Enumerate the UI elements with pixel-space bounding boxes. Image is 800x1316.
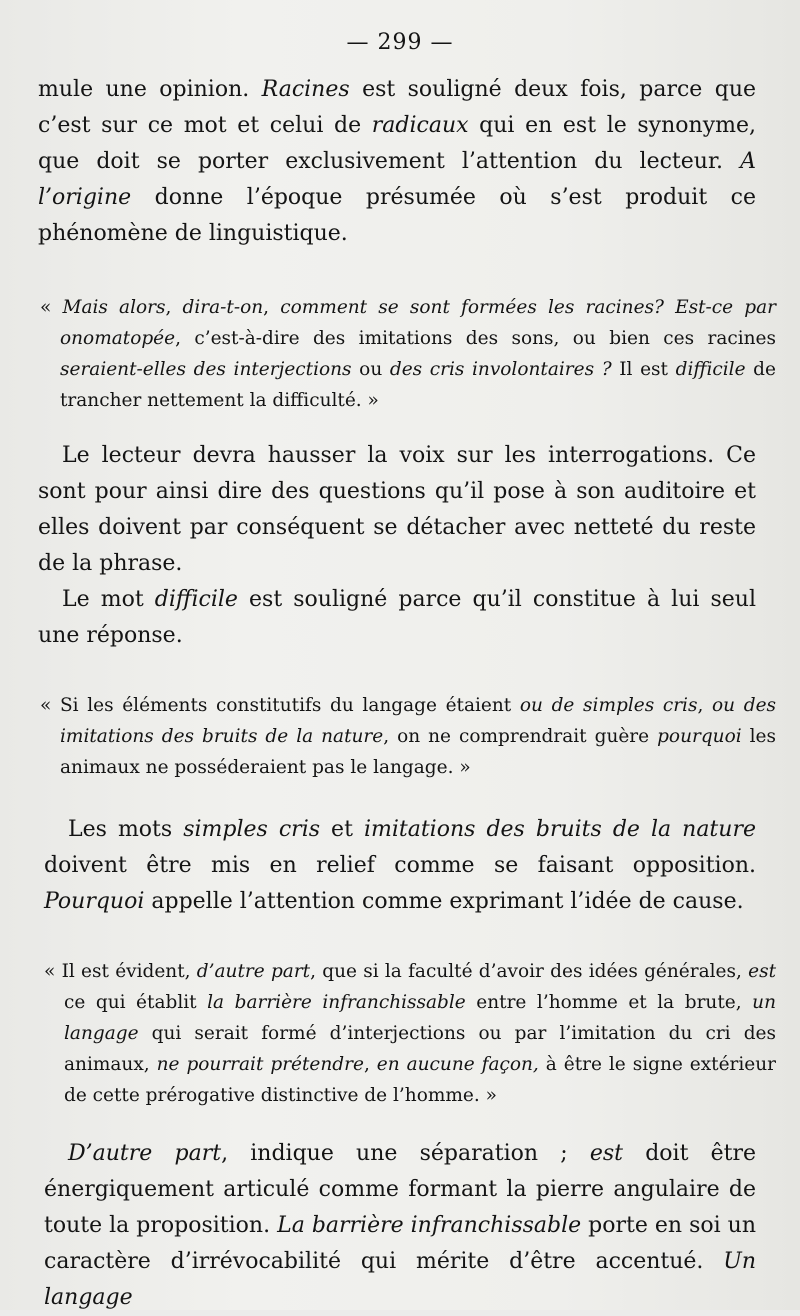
emphasis-cris-involontaires: des cris involontaires ? <box>389 359 612 380</box>
text-run: entre l’homme et la brute, <box>465 992 753 1013</box>
text-run: doit être énergiquement articulé comme formant la pierre angulaire de toute la proposition. <box>44 1141 757 1238</box>
text-run: qui en est le synonyme, que doit se porter exclusivement l’attention du lecteur. <box>38 113 756 174</box>
text-run: appelle l’attention comme exprimant l’idée de cause. <box>144 889 744 914</box>
emphasis-barriere: La barrière infranchissable <box>277 1213 582 1238</box>
text-run: porte en soi un caractère d’irrévocabilité qui mérite d’être accentué. <box>44 1213 756 1274</box>
text-run: les animaux ne posséderaient pas le langage. » <box>60 726 776 778</box>
text-run: , indique une séparation ; <box>221 1141 590 1166</box>
paragraph-difficile <box>38 582 756 654</box>
text-run: ou <box>351 359 390 380</box>
emphasis-radicaux: radicaux <box>371 113 469 138</box>
text-run: donne l’époque présumée où s’est produit ce phénomène de linguistique. <box>38 185 756 246</box>
emphasis-barriere: la barrière infranchissable <box>207 992 466 1013</box>
text-run: , que si la faculté d’avoir des idées générales, <box>310 961 749 982</box>
text-run: doivent être mis en relief comme se faisant opposition. <box>44 853 756 878</box>
text-run: « Il est évident, <box>44 961 197 982</box>
emphasis-d-autre-part: d’autre part <box>196 961 311 982</box>
text-run: , <box>363 1054 377 1075</box>
emphasis-ne-pourrait-pretendre: ne pourrait prétendre <box>156 1054 364 1075</box>
text-run: , <box>697 695 713 716</box>
quote-langage <box>40 690 776 783</box>
text-run: Les mots <box>68 817 184 842</box>
emphasis-pourquoi: Pourquoi <box>44 889 145 914</box>
emphasis-d-autre-part: D’autre part <box>68 1141 222 1166</box>
emphasis-est: est <box>748 961 777 982</box>
text-run: qui serait formé d’interjections ou par l’imitation du cri des animaux, <box>64 1023 776 1075</box>
quote-barriere <box>44 956 776 1111</box>
text-run: « Si les éléments constitutifs du langage étaient <box>40 695 520 716</box>
emphasis-racines: Racines <box>261 77 350 102</box>
text-run: est souligné deux fois, parce que c’est sur ce mot et celui de <box>38 77 757 138</box>
emphasis-difficile: difficile <box>675 359 746 380</box>
text-run: , on ne comprendrait guère <box>383 726 658 747</box>
emphasis-mais-alors: Mais alors <box>62 297 166 318</box>
quote-racines <box>40 292 776 416</box>
page-number: — 299 — <box>346 30 454 55</box>
emphasis-simples-cris: simples cris <box>183 817 321 842</box>
text-run: Il est <box>611 359 676 380</box>
text-run: « <box>40 297 63 318</box>
paragraph-separation <box>44 1136 756 1316</box>
emphasis-question: comment se sont formées les racines? Est-ce par onomatopée <box>60 297 777 349</box>
text-run: à être le signe extérieur de cette prérogative distinctive de l’homme. » <box>64 1054 777 1106</box>
emphasis-est: est <box>589 1141 624 1166</box>
emphasis-un-langage: Un langage <box>44 1249 756 1310</box>
text-run: Le mot <box>62 587 155 612</box>
text-run: de trancher nettement la difficulté. » <box>60 359 776 411</box>
emphasis-en-aucune-facon: en aucune façon, <box>376 1054 539 1075</box>
emphasis-un-langage: un langage <box>64 992 776 1044</box>
text-run: et <box>320 817 364 842</box>
paragraph-interrogations <box>38 438 756 582</box>
emphasis-simples-cris: ou de simples cris <box>519 695 698 716</box>
emphasis-imitations: imitations des bruits de la nature <box>363 817 756 842</box>
text-run: , <box>263 297 281 318</box>
emphasis-a-l-origine: A l’origine <box>38 149 756 210</box>
text-run: est souligné parce qu’il constitue à lui seul une réponse. <box>38 587 757 648</box>
emphasis-difficile: difficile <box>154 587 238 612</box>
text-run: , <box>165 297 183 318</box>
text-run: Le lecteur devra hausser la voix sur les interrogations. Ce sont pour ainsi dire des questions qu’il pose à son auditoire et elles doivent par conséquent se détacher avec netteté du reste de la phrase. <box>38 443 756 576</box>
paragraph-opposition <box>44 812 756 920</box>
emphasis-dira-t-on: dira-t-on <box>182 297 264 318</box>
text-run: mule une opinion. <box>38 77 262 102</box>
paragraph-racines <box>38 72 756 252</box>
text-run: ce qui établit <box>64 992 208 1013</box>
emphasis-pourquoi: pourquoi <box>657 726 742 747</box>
emphasis-imitations: ou des imitations des bruits de la nature <box>60 695 777 747</box>
text-run: , c’est-à-dire des imitations des sons, ou bien ces racines <box>175 328 776 349</box>
emphasis-interjections: seraient-elles des interjections <box>60 359 352 380</box>
